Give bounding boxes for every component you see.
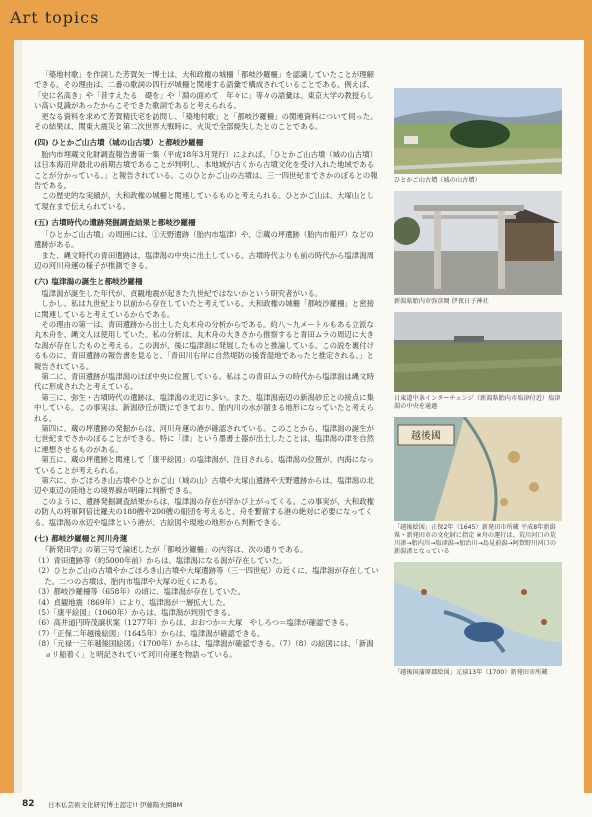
- list-item: （7）「正保二年越後絵図」（1645年）からは、塩津潟が確認できる。: [34, 628, 265, 638]
- image-caption: 「越後国蒲原郡絵図」元禄13年（1700）新発田市所蔵: [394, 669, 548, 676]
- map-kanbara-1700: [394, 562, 562, 666]
- intro-paragraph: 更なる資料を求めて芳賀精氏宅を訪問し、「築地村歌」と「都岐沙羅柵」の関連資料について伺った。その結果は、関東大震災と第二次世界大戦時に、火災で全部焼失したとのことである。: [34, 111, 378, 132]
- map-echigo-1645: [394, 417, 562, 521]
- paragraph: 『新発田学』の第三号で論述したが「都岐沙羅柵」の内容は、次の通りである。: [41, 545, 308, 555]
- paragraph: 第四に、蔵の坪遺跡の発掘からは、河川舟運の港が確認されている。このことから、塩津潟の誕生が七世紀までさかのぼることができる。特に「津」という墨書土器が出土したことは、塩津潟の津を自然に連想させるものがある。: [34, 424, 374, 454]
- image-caption: 「越後絵図」正保2年（1645）新発田市所蔵 平成8年新潟県・新発田市の文化財に指定 ※舟の運行は、荒川河口の荒川湊→胎内川→塩津潟→加治川→島見前潟→阿賀野川河口の新潟湊となっている: [394, 524, 557, 555]
- photo-kofun: [394, 88, 562, 174]
- paragraph: 第五に、蔵の坪遺跡と関連して「康平絵図」の塩津潟が、注目される。塩津潟の位置が、内海になっていることが考えられる。: [34, 455, 374, 475]
- list-item: （3）都岐沙羅柵等（658年）の頃に、塩津潟が存在していた。: [34, 587, 245, 597]
- section-heading: (四) ひとかご山古墳（城の山古墳）と都岐沙羅柵: [34, 138, 204, 148]
- section-title: Art topics: [10, 8, 100, 27]
- paragraph: 第二に、青田遺跡が塩津潟のほぼ中央に位置している。私はこの青田ムラの時代から塩津潟は縄文時代に形成されたと考えている。: [34, 371, 374, 392]
- list-item: （2）ひとかご山の古墳やかごほろき山古墳や大塚遺跡等（三一四世紀）の近くに、塩津潟が存在していた。二つの古墳は、胎内市塩津や大塚の近くにある。: [34, 566, 379, 586]
- section-heading: (五) 古墳時代の遺跡発掘調査結果と都岐沙羅柵: [34, 218, 196, 228]
- left-stripe: [0, 40, 14, 793]
- paragraph: しかし、私は九世紀より以前から存在していたと考えている。大和政権の城柵「都岐沙羅柵」と密接に関連していると考えているからである。: [34, 299, 374, 319]
- paragraph: 「ひとかご山古墳」の周囲には、①天野遺跡（胎内市塩津）や、②蔵の坪遺跡（胎内市船戸）などの遺跡がある。: [34, 229, 374, 250]
- paragraph: このように、遺跡発掘調査結果からは、塩津潟の存在が浮かび上がってくる。この事実が、大和政権の防人の将軍阿倍比羅夫の180艘や200艘の船団を考えると、舟を繋留する港の絶対に必要になってくる。塩津潟の水辺や塩津という港が、古絵図や現地の地形から判断できる。: [34, 496, 374, 527]
- paragraph: その理由の第一は、青田遺跡から出土した丸木舟の分析からである。約八～九メートルもある立派な丸木舟を、縄文人は使用していた。私の分析は、丸木舟の大きさから推察すると青田ムラの周辺に大きな潟が存在したものと考える。この潟が、後に塩津潟に発展したものと推論している。この説を裏付けるものに、青田遺跡の報告書を見ると、「青田川右岸に自然堤防の後背湿地であったと推定される。」と報告されている。: [34, 319, 374, 371]
- page-number: 82: [22, 799, 35, 809]
- section-heading: (六) 塩津潟の誕生と都岐沙羅柵: [34, 277, 143, 287]
- list-item: （1）青田遺跡等（約5000年前）からは、塩津潟になる潟が存在していた。: [34, 555, 287, 565]
- list-item: （4）貞観地震（869年）により、塩津潟が一層拡大した。: [34, 597, 231, 607]
- chronology-list: [34, 556, 380, 660]
- paragraph: 第六に、かごほろき山古墳やひとかご山（城の山）古墳や大塚山遺跡や天野遺跡からは、塩津潟の北辺や東辺の陸地との境界線が明確に判断できる。: [34, 476, 374, 496]
- header-band: [0, 0, 592, 40]
- intro-paragraph: 「築地村歌」を作詞した芳賀矢一博士は、大和政権の城柵「都岐沙羅柵」を認識していたことが理解できる。その理由は、二番の歌詞の四行が城柵と関連する語彙で構成されていることである。例えば、「史に名高き」や「昔すえたる 礎を」や「淵の面めて 年々に」等々の語彙は、東京大学の教授らしい高い見識があったからこそできた歌詞であると考えられる。: [34, 70, 374, 111]
- paragraph: また、縄文時代の青田遺跡は、塩津潟の中央に出土している。古墳時代よりも前の時代から塩津潟周辺の河川舟運の様子が推測できる。: [34, 250, 374, 270]
- footer: [0, 793, 592, 817]
- image-column: [394, 88, 562, 683]
- svg-text:越後國: 越後國: [411, 431, 441, 442]
- list-item: （5）「康平絵図」（1060年）からは、塩津潟が判別できる。: [34, 607, 235, 617]
- right-stripe: [584, 40, 592, 793]
- image-caption: 新潟県胎内市弥彦岡 伊夜日子神社: [394, 298, 489, 305]
- paragraph: 胎内市埋蔵文化財調査報告書第一集（平成18年3月発行）によれば、「ひとかご山古墳（城の山古墳）は日本海沿岸最北の前期古墳であることが判明し、本地域が古くから古墳文化を受け入れた地域であることが分かっている。」と報告されている。このひとかご山の古墳は、三一四世紀までさかのぼるとの報告である。: [34, 149, 378, 191]
- section-heading: (七) 都岐沙羅柵と河川舟運: [34, 534, 128, 544]
- list-item: （6）高井道円時茂譲状案（1277年）からは、おおつか＝大塚 やしろつ＝塩津が確認できる。: [34, 618, 353, 628]
- footer-text: 日本仏芸術文化研究博士認定!! 伊藤陽夫園BM: [48, 801, 183, 809]
- list-item: （8）「元禄一三年越後国絵図」（1700年）からは、塩津潟が確認できる。（7）（8）の絵図には、「新潟ョリ船着く」と明記されていて河川舟運を物語っている。: [34, 639, 374, 659]
- image-caption: 日東道中条インターチェンジ（新潟県胎内市塩津付近）塩津潟の中央を通過: [394, 395, 561, 410]
- image-caption: ひとかご山古墳（城の山古墳）: [394, 177, 481, 184]
- paragraph: 第三に、弥生・古墳時代の遺跡は、塩津潟の北辺に多い。また、塩津潟南辺の新潟砂丘との接点に集中している。この事実は、新潟砂丘が既にできており、胎内川の水が溜まる地形になっていたと考えられる。: [34, 392, 374, 423]
- paragraph: 塩津潟が誕生した年代が、貞観地震が起きた九世紀ではないかという研究者がいる。: [41, 288, 323, 298]
- photo-interchange: [394, 312, 562, 392]
- photo-shrine-gate: [394, 191, 562, 295]
- paragraph: この歴史的な実績が、大和政権の城柵と関連しているものと考えられる。ひとかご山は、大塚山として現在まで伝えられている。: [34, 191, 374, 211]
- article-text: [34, 70, 380, 660]
